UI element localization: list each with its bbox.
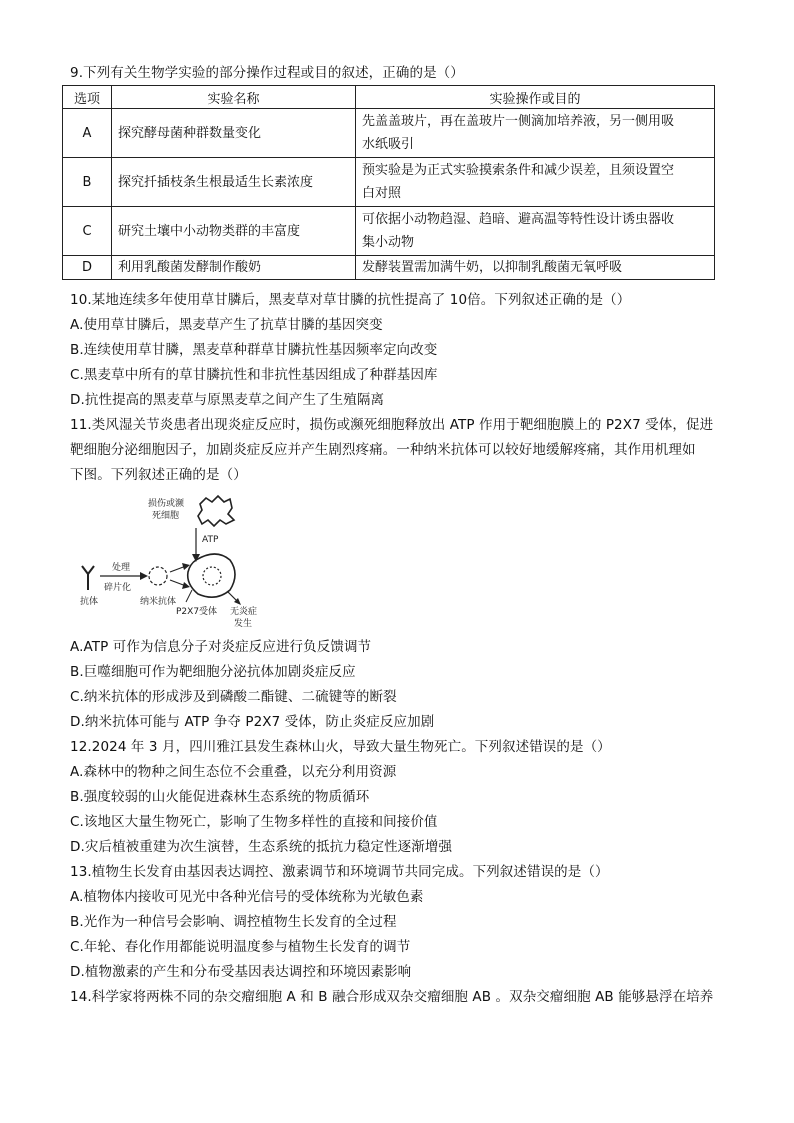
q11-option-c: C.纳米抗体的形成涉及到磷酸二酯键、二硫键等的断裂 <box>70 689 397 705</box>
q11-option-b: B.巨噬细胞可作为靶细胞分泌抗体加剧炎症反应 <box>70 664 356 680</box>
q12-stem: 12.2024 年 3 月，四川雅江县发生森林山火，导致大量生物死亡。下列叙述错误的是（） <box>70 739 611 755</box>
row-operation-line: 可依据小动物趋湿、趋暗、避高温等特性设计诱虫器收 <box>362 212 675 227</box>
q11-stem-line: 靶细胞分泌细胞因子，加剧炎症反应并产生剧烈疼痛。一种纳米抗体可以较好地缓解疼痛，其作用机理如 <box>70 442 696 458</box>
q11-stem-line: 11.类风湿关节炎患者出现炎症反应时，损伤或濒死细胞释放出 ATP 作用于靶细胞膜上的 P2X7 受体，促进 <box>70 417 714 433</box>
q13-option-d: D.植物激素的产生和分布受基因表达调控和环境因素影响 <box>70 964 412 980</box>
mechanism-figure <box>78 490 278 630</box>
dead-cell-shape <box>198 496 234 526</box>
process-arrow-head <box>140 572 148 580</box>
row-operation-line: 先盖盖玻片，再在盖玻片一侧滴加培养液，另一侧用吸 <box>362 114 675 129</box>
q11-stem-line: 下图。下列叙述正确的是（） <box>70 467 247 483</box>
process-label-top: 处理 <box>112 563 131 573</box>
row-option: B <box>63 158 112 207</box>
receptor-pointer <box>186 590 192 602</box>
row-operation: 发酵装置需加满牛奶，以抑制乳酸菌无氧呼吸 <box>356 256 715 280</box>
target-cell-shape <box>188 554 235 597</box>
table-row <box>63 158 715 207</box>
q13-option-a: A.植物体内接收可见光中各种光信号的受体统称为光敏色素 <box>70 889 424 905</box>
row-operation-line: 水纸吸引 <box>362 137 415 152</box>
antibody-label: 抗体 <box>80 597 99 607</box>
header-name: 实验名称 <box>112 86 356 109</box>
q13-option-c: C.年轮、春化作用都能说明温度参与植物生长发育的调节 <box>70 939 411 955</box>
q11-option-d: D.纳米抗体可能与 ATP 争夺 P2X7 受体，防止炎症反应加剧 <box>70 714 435 730</box>
row-operation <box>356 109 715 158</box>
no-inflammation-label-1: 无炎症 <box>230 607 258 617</box>
experiment-table <box>62 85 715 280</box>
q11-option-a: A.ATP 可作为信息分子对炎症反应进行负反馈调节 <box>70 639 372 655</box>
row-option: D <box>63 256 112 280</box>
target-cell-nucleus <box>203 567 221 585</box>
nano-antibody-label: 纳米抗体 <box>140 597 177 607</box>
row-operation-line: 白对照 <box>362 186 402 201</box>
row-option: A <box>63 109 112 158</box>
row-operation-line: 预实验是为正式实验摸索条件和减少误差，且须设置空 <box>362 163 675 178</box>
process-label-bottom: 碎片化 <box>104 583 132 593</box>
row-name: 利用乳酸菌发酵制作酸奶 <box>112 256 356 280</box>
row-operation <box>356 158 715 207</box>
header-operation: 实验操作或目的 <box>356 86 715 109</box>
q14-stem: 14.科学家将两株不同的杂交瘤细胞 A 和 B 融合形成双杂交瘤细胞 AB 。双杂交瘤细胞 AB 能够悬浮在培养 <box>70 989 714 1005</box>
table-row <box>63 109 715 158</box>
q10-option-c: C.黑麦草中所有的草甘膦抗性和非抗性基因组成了种群基因库 <box>70 367 438 383</box>
atp-label: ATP <box>202 535 219 545</box>
q10-stem: 10.某地连续多年使用草甘膦后，黑麦草对草甘膦的抗性提高了 10倍。下列叙述正确的是（） <box>70 292 631 308</box>
q10-option-b: B.连续使用草甘膦，黑麦草种群草甘膦抗性基因频率定向改变 <box>70 342 438 358</box>
no-inflammation-label-2: 发生 <box>234 619 253 629</box>
q12-option-d: D.灾后植被重建为次生演替，生态系统的抵抗力稳定性逐渐增强 <box>70 839 453 855</box>
antibody-icon <box>82 566 94 590</box>
q13-option-b: B.光作为一种信号会影响、调控植物生长发育的全过程 <box>70 914 397 930</box>
header-option: 选项 <box>63 86 112 109</box>
row-operation <box>356 207 715 256</box>
row-name: 探究酵母菌种群数量变化 <box>112 109 356 158</box>
row-name: 探究扦插枝条生根最适生长素浓度 <box>112 158 356 207</box>
row-option: C <box>63 207 112 256</box>
dead-cell-label-2: 死细胞 <box>152 511 180 521</box>
row-operation-line: 集小动物 <box>362 235 415 250</box>
q13-stem: 13.植物生长发育由基因表达调控、激素调节和环境调节共同完成。下列叙述错误的是（） <box>70 864 609 880</box>
table-row <box>63 256 715 280</box>
q12-option-b: B.强度较弱的山火能促进森林生态系统的物质循环 <box>70 789 370 805</box>
table-header-row <box>63 86 715 109</box>
receptor-label: P2X7受体 <box>176 607 218 617</box>
q10-option-d: D.抗性提高的黑麦草与原黑麦草之间产生了生殖隔离 <box>70 392 385 408</box>
nano-antibody-shape <box>149 567 167 585</box>
q9-stem: 9.下列有关生物学实验的部分操作过程或目的叙述，正确的是（） <box>70 65 464 81</box>
table-row <box>63 207 715 256</box>
q12-option-c: C.该地区大量生物死亡，影响了生物多样性的直接和间接价值 <box>70 814 438 830</box>
row-name: 研究土壤中小动物类群的丰富度 <box>112 207 356 256</box>
q10-option-a: A.使用草甘膦后，黑麦草产生了抗草甘膦的基因突变 <box>70 317 383 333</box>
q12-option-a: A.森林中的物种之间生态位不会重叠，以充分利用资源 <box>70 764 397 780</box>
dead-cell-label-1: 损伤或濒 <box>148 499 185 509</box>
